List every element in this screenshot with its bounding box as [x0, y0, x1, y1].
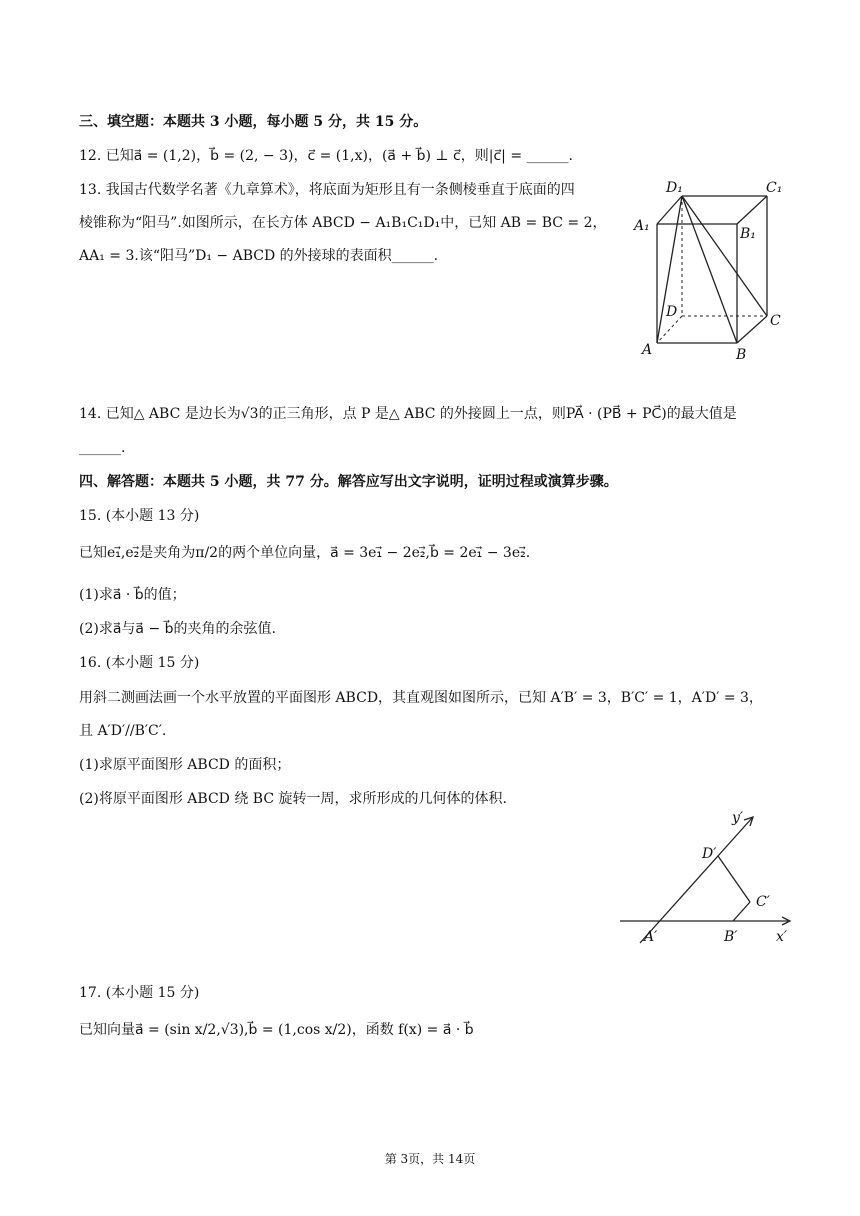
question-12: 12. 已知a⃗ = (1,2)，b⃗ = (2, − 3)，c⃗ = (1,x)，(a⃗ + b⃗) ⊥ c⃗，则|c⃗| = ______. [79, 148, 573, 164]
label-D-prime: D′ [702, 846, 717, 862]
question-14-line2: ______. [79, 440, 126, 456]
label-y-axis: y′ [732, 810, 744, 826]
question-17-heading: 17. (本小题 15 分) [79, 985, 200, 1001]
question-13-line3: AA₁ = 3.该“阳马”D₁ − ABCD 的外接球的表面积______. [79, 248, 439, 264]
label-B-prime: B′ [724, 929, 738, 945]
question-16-line1: 用斜二测画法画一个水平放置的平面图形 ABCD，其直观图如图所示，已知 A′B′ = 3，B′C′ = 1，A′D′ = 3， [79, 690, 763, 706]
question-15-part1: (1)求a⃗ · b⃗的值； [79, 587, 186, 603]
question-16-line2: 且 A′D′//B′C′. [79, 723, 167, 739]
question-17-body: 已知向量a⃗ = (sin x/2,√3),b⃗ = (1,cos x/2)，函数 f(x) = a⃗ · b⃗ [79, 1022, 474, 1038]
label-A: A [642, 342, 653, 358]
question-16-part1: (1)求原平面图形 ABCD 的面积； [79, 757, 291, 773]
label-x-axis: x′ [776, 929, 788, 945]
question-13-line2: 棱锥称为“阳马”.如图所示，在长方体 ABCD − A₁B₁C₁D₁中，已知 AB = BC = 2， [79, 215, 607, 231]
label-D: D [666, 304, 678, 320]
label-A1: A₁ [634, 218, 650, 234]
section-3-heading: 三、填空题：本题共 3 小题，每小题 5 分，共 15 分。 [79, 114, 428, 130]
question-13-line1: 13. 我国古代数学名著《九章算术》，将底面为矩形且有一条侧棱垂直于底面的四 [79, 182, 575, 198]
label-B1: B₁ [740, 226, 756, 242]
question-16-heading: 16. (本小题 15 分) [79, 655, 200, 671]
label-C-prime: C′ [756, 894, 770, 910]
section-4-heading: 四、解答题：本题共 5 小题，共 77 分。解答应写出文字说明，证明过程或演算步骤。 [79, 474, 618, 490]
page-footer: 第 3页，共 14页 [384, 1152, 476, 1166]
label-D1: D₁ [666, 180, 683, 196]
cuboid-figure [630, 178, 790, 366]
label-B: B [736, 347, 747, 363]
question-15-part2: (2)求a⃗与a⃗ − b⃗的夹角的余弦值. [79, 621, 276, 637]
question-16-part2: (2)将原平面图形 ABCD 绕 BC 旋转一周，求所形成的几何体的体积. [79, 791, 507, 807]
oblique-figure [618, 808, 800, 950]
question-15-heading: 15. (本小题 13 分) [79, 508, 200, 524]
label-A-prime: A′ [644, 929, 658, 945]
label-C: C [770, 313, 781, 329]
question-14-line1: 14. 已知△ ABC 是边长为√3的正三角形，点 P 是△ ABC 的外接圆上一点，则PA⃗ · (PB⃗ + PC⃗)的最大值是 [79, 406, 737, 422]
question-15-body: 已知e₁⃗,e₂⃗是夹角为π/2的两个单位向量，a⃗ = 3e₁⃗ − 2e₂⃗,b⃗ = 2e₁⃗ − 3e₂⃗. [79, 545, 531, 561]
label-C1: C₁ [766, 180, 783, 196]
